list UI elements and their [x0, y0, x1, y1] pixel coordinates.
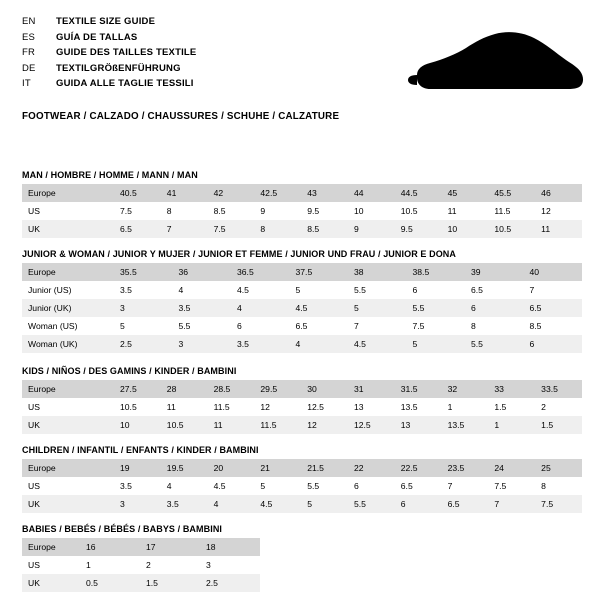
table-row	[22, 281, 582, 299]
language-code: EN	[22, 16, 36, 27]
size-table-block	[22, 366, 582, 434]
row-label: UK	[22, 495, 114, 513]
size-cell: 8.5	[301, 220, 348, 238]
size-table-block	[22, 445, 582, 513]
size-cell: 33.5	[535, 380, 582, 398]
size-cell: 38.5	[407, 263, 466, 281]
size-cell: 4.5	[254, 495, 301, 513]
size-table-title: BABIES / BEBÉS / BÉBÉS / BABYS / BAMBINI	[22, 524, 223, 534]
row-label: UK	[22, 220, 114, 238]
size-cell: 8	[254, 220, 301, 238]
size-cell: 1	[442, 398, 489, 416]
size-cell: 28	[161, 380, 208, 398]
size-cell: 7	[348, 317, 407, 335]
language-title: GUIDA ALLE TAGLIE TESSILI	[56, 78, 194, 89]
row-label: Europe	[22, 538, 80, 556]
table-row	[22, 263, 582, 281]
size-cell: 21.5	[301, 459, 348, 477]
row-label: US	[22, 477, 114, 495]
size-cell: 11	[208, 416, 255, 434]
size-cell: 12.5	[348, 416, 395, 434]
size-cell: 6	[524, 335, 583, 353]
table-row	[22, 398, 582, 416]
size-cell: 43	[301, 184, 348, 202]
table-row	[22, 335, 582, 353]
size-cell: 6.5	[395, 477, 442, 495]
table-row	[22, 416, 582, 434]
size-cell: 3	[114, 495, 161, 513]
size-cell: 3	[173, 335, 232, 353]
table-row	[22, 202, 582, 220]
table-row	[22, 574, 260, 592]
size-cell: 30	[301, 380, 348, 398]
row-label: Europe	[22, 263, 114, 281]
size-cell: 3	[114, 299, 173, 317]
size-cell: 5	[407, 335, 466, 353]
table-row	[22, 538, 260, 556]
size-cell: 4.5	[290, 299, 349, 317]
size-cell: 13.5	[442, 416, 489, 434]
size-cell: 44	[348, 184, 395, 202]
size-cell: 35.5	[114, 263, 173, 281]
size-cell: 4	[208, 495, 255, 513]
table-row	[22, 220, 582, 238]
size-cell: 11.5	[254, 416, 301, 434]
size-cell: 3	[200, 556, 260, 574]
size-cell: 5	[301, 495, 348, 513]
row-label: US	[22, 202, 114, 220]
size-cell: 2.5	[114, 335, 173, 353]
size-cell: 22.5	[395, 459, 442, 477]
size-cell: 37.5	[290, 263, 349, 281]
size-cell: 44.5	[395, 184, 442, 202]
size-cell: 20	[208, 459, 255, 477]
size-cell: 40	[524, 263, 583, 281]
size-cell: 23.5	[442, 459, 489, 477]
size-cell: 40.5	[114, 184, 161, 202]
size-cell: 41	[161, 184, 208, 202]
size-cell: 11	[161, 398, 208, 416]
size-cell: 10.5	[161, 416, 208, 434]
size-cell: 46	[535, 184, 582, 202]
size-cell: 7	[524, 281, 583, 299]
row-label: US	[22, 398, 114, 416]
language-code: FR	[22, 47, 36, 58]
size-cell: 5.5	[465, 335, 524, 353]
table-row	[22, 556, 260, 574]
size-cell: 11	[442, 202, 489, 220]
size-cell: 5.5	[301, 477, 348, 495]
size-cell: 25	[535, 459, 582, 477]
table-row	[22, 380, 582, 398]
size-cell: 19	[114, 459, 161, 477]
language-code: ES	[22, 31, 36, 43]
row-label: Junior (US)	[22, 281, 114, 299]
row-label: Junior (UK)	[22, 299, 114, 317]
size-cell: 4	[290, 335, 349, 353]
size-cell: 18	[200, 538, 260, 556]
size-cell: 5	[114, 317, 173, 335]
language-title: TEXTILE SIZE GUIDE	[56, 16, 156, 27]
size-cell: 7	[442, 477, 489, 495]
size-cell: 16	[80, 538, 140, 556]
size-table	[22, 263, 582, 353]
size-cell: 3.5	[173, 299, 232, 317]
size-cell: 10.5	[488, 220, 535, 238]
size-cell: 9	[254, 202, 301, 220]
size-cell: 3.5	[114, 281, 173, 299]
size-cell: 39	[465, 263, 524, 281]
size-cell: 8.5	[208, 202, 255, 220]
table-row	[22, 459, 582, 477]
size-cell: 10	[348, 202, 395, 220]
size-cell: 31	[348, 380, 395, 398]
size-cell: 5.5	[173, 317, 232, 335]
table-row	[22, 184, 582, 202]
size-cell: 7.5	[208, 220, 255, 238]
size-table	[22, 459, 582, 513]
size-cell: 24	[488, 459, 535, 477]
size-table	[22, 380, 582, 434]
size-cell: 19.5	[161, 459, 208, 477]
dress-shoe-icon	[400, 28, 585, 98]
size-cell: 4.5	[208, 477, 255, 495]
size-cell: 42	[208, 184, 255, 202]
size-cell: 13.5	[395, 398, 442, 416]
row-label: Europe	[22, 459, 114, 477]
size-cell: 6	[395, 495, 442, 513]
size-table-title: CHILDREN / INFANTIL / ENFANTS / KINDER / BAMBINI	[22, 445, 259, 455]
language-code: IT	[22, 78, 31, 89]
size-cell: 28.5	[208, 380, 255, 398]
size-cell: 38	[348, 263, 407, 281]
size-cell: 36.5	[231, 263, 290, 281]
size-cell: 7.5	[488, 477, 535, 495]
size-cell: 5	[290, 281, 349, 299]
size-cell: 45.5	[488, 184, 535, 202]
size-cell: 10.5	[395, 202, 442, 220]
row-label: Woman (US)	[22, 317, 114, 335]
size-cell: 17	[140, 538, 200, 556]
row-label: Europe	[22, 380, 114, 398]
size-cell: 3.5	[161, 495, 208, 513]
size-cell: 11.5	[488, 202, 535, 220]
size-table	[22, 538, 260, 592]
size-cell: 10.5	[114, 398, 161, 416]
size-cell: 6.5	[524, 299, 583, 317]
size-cell: 2.5	[200, 574, 260, 592]
size-cell: 1	[488, 416, 535, 434]
size-cell: 8	[465, 317, 524, 335]
size-cell: 4.5	[348, 335, 407, 353]
size-cell: 7.5	[407, 317, 466, 335]
row-label: Europe	[22, 184, 114, 202]
size-cell: 5.5	[348, 281, 407, 299]
table-row	[22, 299, 582, 317]
size-cell: 12	[301, 416, 348, 434]
size-cell: 7.5	[114, 202, 161, 220]
size-cell: 6.5	[290, 317, 349, 335]
table-row	[22, 317, 582, 335]
size-table-block	[22, 249, 582, 353]
size-cell: 5	[254, 477, 301, 495]
size-cell: 10	[442, 220, 489, 238]
size-cell: 12	[254, 398, 301, 416]
size-cell: 8	[535, 477, 582, 495]
size-cell: 27.5	[114, 380, 161, 398]
size-cell: 5.5	[407, 299, 466, 317]
size-cell: 4	[173, 281, 232, 299]
size-cell: 33	[488, 380, 535, 398]
size-cell: 1	[80, 556, 140, 574]
size-cell: 7	[161, 220, 208, 238]
table-row	[22, 477, 582, 495]
size-cell: 11	[535, 220, 582, 238]
language-title: GUÍA DE TALLAS	[56, 31, 138, 43]
size-cell: 8.5	[524, 317, 583, 335]
size-cell: 12	[535, 202, 582, 220]
size-cell: 10	[114, 416, 161, 434]
size-cell: 31.5	[395, 380, 442, 398]
size-table-block	[22, 524, 260, 592]
size-cell: 4.5	[231, 281, 290, 299]
size-cell: 6	[348, 477, 395, 495]
size-table-title: KIDS / NIÑOS / DES GAMINS / KINDER / BAMBINI	[22, 366, 237, 376]
size-cell: 22	[348, 459, 395, 477]
size-table	[22, 184, 582, 238]
size-cell: 29.5	[254, 380, 301, 398]
size-table-title: JUNIOR & WOMAN / JUNIOR Y MUJER / JUNIOR ET FEMME / JUNIOR UND FRAU / JUNIOR E DONA	[22, 249, 457, 259]
size-cell: 4	[161, 477, 208, 495]
size-cell: 45	[442, 184, 489, 202]
size-cell: 1.5	[140, 574, 200, 592]
row-label: UK	[22, 416, 114, 434]
size-cell: 1.5	[535, 416, 582, 434]
size-table-block	[22, 170, 582, 238]
size-cell: 6	[465, 299, 524, 317]
row-label: US	[22, 556, 80, 574]
size-cell: 7	[488, 495, 535, 513]
size-cell: 9.5	[301, 202, 348, 220]
footwear-section-title: FOOTWEAR / CALZADO / CHAUSSURES / SCHUHE / CALZATURE	[22, 111, 340, 122]
size-cell: 13	[395, 416, 442, 434]
size-cell: 5.5	[348, 495, 395, 513]
size-cell: 5	[348, 299, 407, 317]
row-label: Woman (UK)	[22, 335, 114, 353]
size-cell: 0.5	[80, 574, 140, 592]
size-cell: 6.5	[114, 220, 161, 238]
table-row	[22, 495, 582, 513]
size-cell: 4	[231, 299, 290, 317]
size-cell: 3.5	[231, 335, 290, 353]
size-cell: 6.5	[442, 495, 489, 513]
size-table-title: MAN / HOMBRE / HOMME / MANN / MAN	[22, 170, 198, 180]
size-cell: 42.5	[254, 184, 301, 202]
size-cell: 11.5	[208, 398, 255, 416]
size-cell: 3.5	[114, 477, 161, 495]
language-title: TEXTILGRÖßENFÜHRUNG	[56, 62, 181, 74]
row-label: UK	[22, 574, 80, 592]
size-cell: 9.5	[395, 220, 442, 238]
size-cell: 2	[535, 398, 582, 416]
size-cell: 7.5	[535, 495, 582, 513]
size-cell: 32	[442, 380, 489, 398]
size-cell: 13	[348, 398, 395, 416]
size-cell: 21	[254, 459, 301, 477]
size-cell: 36	[173, 263, 232, 281]
language-code: DE	[22, 62, 36, 74]
size-cell: 12.5	[301, 398, 348, 416]
size-cell: 1.5	[488, 398, 535, 416]
size-cell: 2	[140, 556, 200, 574]
language-title: GUIDE DES TAILLES TEXTILE	[56, 47, 197, 58]
size-cell: 6	[407, 281, 466, 299]
size-cell: 6.5	[465, 281, 524, 299]
size-cell: 9	[348, 220, 395, 238]
size-cell: 6	[231, 317, 290, 335]
size-cell: 8	[161, 202, 208, 220]
